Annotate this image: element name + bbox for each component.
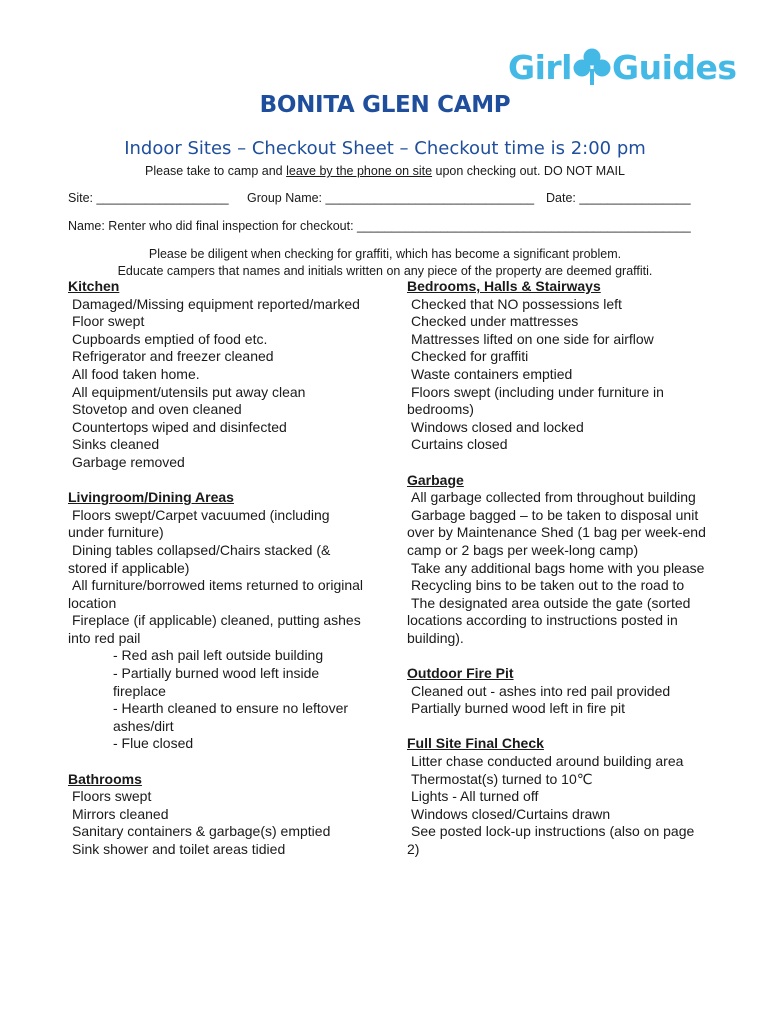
garbage-item (407, 595, 707, 648)
checklist-item-label: The designated area outside the gate (sorted locations according to instructions posted in building). (407, 594, 691, 646)
bathrooms-list (68, 788, 368, 858)
renter-name-field: Name: Renter who did final inspection for checkout: ________________________________________________ (68, 219, 691, 233)
final-check-item (407, 753, 707, 771)
checklist-item-label: Refrigerator and freezer cleaned (72, 348, 274, 365)
kitchen-list (68, 296, 368, 472)
kitchen-item (68, 384, 368, 402)
checklist-item-label: Checked under mattresses (411, 313, 579, 330)
left-column (68, 278, 368, 859)
kitchen-item (68, 454, 368, 472)
checklist-item-label: Mattresses lifted on one side for airflow (411, 330, 654, 347)
final-check-item (407, 823, 707, 858)
checklist-item-label: Cleaned out - ashes into red pail provided (411, 682, 671, 699)
checklist-item-label: All equipment/utensils put away clean (72, 383, 306, 400)
logo-word-left: Girl (508, 47, 572, 87)
kitchen-item (68, 331, 368, 349)
instructions-line (0, 164, 770, 178)
fire-pit-heading: Outdoor Fire Pit (407, 665, 514, 682)
living-dining-list (68, 507, 368, 648)
living-dining-item (68, 507, 368, 542)
bedrooms-item (407, 348, 707, 366)
garbage-item (407, 577, 707, 595)
bedrooms-item (407, 366, 707, 384)
bedrooms-item (407, 313, 707, 331)
garbage-heading: Garbage (407, 471, 464, 488)
checklist-item-label: All furniture/borrowed items returned to original location (68, 577, 364, 611)
fireplace-subitem: - Red ash pail left outside building (113, 647, 324, 664)
bathrooms-heading: Bathrooms (68, 770, 142, 787)
checklist-item-label: All food taken home. (72, 365, 200, 382)
bedrooms-item (407, 436, 707, 454)
checklist-item-label: Floors swept/Carpet vacuumed (including under furniture) (68, 506, 330, 541)
girl-guides-logo (508, 42, 737, 92)
group-name-field: Group Name: ______________________________ (247, 191, 535, 205)
checklist-item-label: Recycling bins to be taken out to the road to (411, 577, 685, 594)
instructions-underlined: leave by the phone on site (286, 164, 433, 178)
kitchen-item (68, 401, 368, 419)
checklist-item-label: Sinks cleaned (72, 436, 160, 453)
checklist-item-label: Windows closed and locked (411, 418, 584, 435)
instructions-before: Please take to camp and (145, 164, 287, 178)
garbage-item (407, 560, 707, 578)
kitchen-heading: Kitchen (68, 278, 120, 294)
kitchen-item (68, 313, 368, 331)
fire-pit-item (407, 700, 707, 718)
bedrooms-item (407, 296, 707, 314)
checklist-item-label: Dining tables collapsed/Chairs stacked (& stored if applicable) (68, 541, 331, 576)
instructions-after: upon checking out. DO NOT MAIL (432, 164, 625, 178)
graffiti-notice-line1: Please be diligent when checking for graffiti, which has become a significant problem. (148, 247, 622, 261)
checklist-item-label: Curtains closed (411, 436, 508, 453)
checklist-item-label: Garbage removed (72, 453, 185, 470)
kitchen-item (68, 366, 368, 384)
checklist-item-label: Stovetop and oven cleaned (72, 401, 242, 418)
checklist-item-label: Cupboards emptied of food etc. (72, 330, 268, 347)
checklist-item-label: Take any additional bags home with you please (411, 559, 705, 576)
bedrooms-item (407, 419, 707, 437)
site-field: Site: ___________________ (68, 191, 229, 205)
kitchen-item (68, 436, 368, 454)
logo-word-right: Guides (611, 47, 737, 87)
fireplace-subitem: - Hearth cleaned to ensure no leftover ashes/dirt (113, 700, 349, 734)
checklist-item-label: All garbage collected from throughout building (411, 489, 696, 506)
final-check-item (407, 771, 707, 789)
kitchen-item (68, 419, 368, 437)
checklist-item-label: Lights - All turned off (411, 788, 539, 805)
bedrooms-item (407, 384, 707, 419)
checklist-item-label: Thermostat(s) turned to 10℃ (411, 770, 593, 787)
garbage-item (407, 489, 707, 507)
checklist-item-label: See posted lock-up instructions (also on page 2) (407, 823, 695, 857)
garbage-list (407, 489, 707, 647)
graffiti-notice-line2: Educate campers that names and initials written on any piece of the property are deemed graffiti. (117, 264, 653, 278)
fireplace-subitem: - Partially burned wood left inside fireplace (113, 665, 320, 699)
living-dining-heading: Livingroom/Dining Areas (68, 489, 234, 506)
checklist-item-label: Sink shower and toilet areas tidied (72, 841, 286, 857)
garbage-item (407, 507, 707, 560)
checklist-item-label: Mirrors cleaned (72, 805, 169, 822)
fire-pit-list (407, 683, 707, 718)
bathrooms-item (68, 806, 368, 824)
bedrooms-item (407, 331, 707, 349)
final-check-list (407, 753, 707, 859)
checklist-item-label: Damaged/Missing equipment reported/marked (72, 295, 360, 312)
checklist-item-label: Garbage bagged – to be taken to disposal unit over by Maintenance Shed (1 bag per week-end camp or 2 bags per week-long camp) (407, 506, 706, 558)
living-dining-item (68, 577, 368, 612)
checklist-item-label: Windows closed/Curtains drawn (411, 805, 611, 822)
checklist-item-label: Waste containers emptied (411, 365, 573, 382)
trefoil-icon (573, 47, 611, 87)
kitchen-item (68, 348, 368, 366)
fireplace-sublist (68, 647, 368, 753)
date-field: Date: ________________ (546, 191, 691, 205)
page-subtitle: Indoor Sites – Checkout Sheet – Checkout time is 2:00 pm (124, 138, 646, 159)
checklist-item-label: Checked that NO possessions left (411, 295, 622, 312)
fireplace-subitem: - Flue closed (113, 735, 194, 752)
final-check-item (407, 788, 707, 806)
checklist-item-label: Sanitary containers & garbage(s) emptied (72, 823, 331, 840)
bathrooms-item (68, 841, 368, 859)
kitchen-item (68, 296, 368, 314)
bathrooms-item (68, 788, 368, 806)
page-title: BONITA GLEN CAMP (259, 92, 511, 118)
checklist-item-label: Partially burned wood left in fire pit (411, 700, 625, 717)
checklist-item-label: Floors swept (72, 788, 152, 805)
fire-pit-item (407, 683, 707, 701)
final-check-item (407, 806, 707, 824)
checklist-item-label: Countertops wiped and disinfected (72, 418, 287, 435)
checklist-item-label: Fireplace (if applicable) cleaned, putting ashes into red pail (68, 612, 361, 646)
right-column (407, 278, 707, 859)
bathrooms-item (68, 823, 368, 841)
checklist-item-label: Floor swept (72, 313, 145, 330)
living-dining-item (68, 612, 368, 647)
living-dining-item (68, 542, 368, 577)
bedrooms-list (407, 296, 707, 454)
checklist-item-label: Checked for graffiti (411, 348, 529, 365)
final-check-heading: Full Site Final Check (407, 735, 544, 752)
bedrooms-heading: Bedrooms, Halls & Stairways (407, 278, 601, 294)
checklist-item-label: Litter chase conducted around building area (411, 753, 684, 770)
checklist-item-label: Floors swept (including under furniture in bedrooms) (407, 383, 664, 418)
